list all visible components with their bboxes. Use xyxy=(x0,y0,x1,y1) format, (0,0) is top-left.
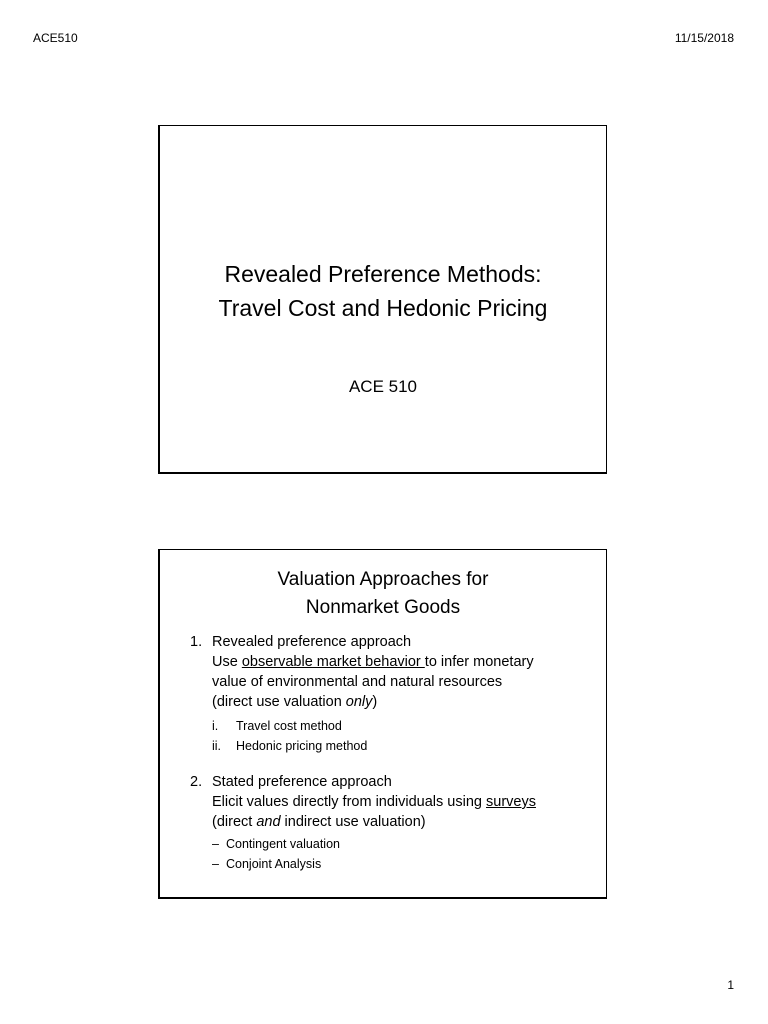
italic-term: only xyxy=(345,694,373,710)
slide-title-heading xyxy=(160,257,606,325)
item-line: Elicit values directly from individuals using surveys xyxy=(212,794,536,810)
revealed-preference-section xyxy=(190,632,586,756)
item-line: (direct use valuation only) xyxy=(212,694,378,710)
slide-valuation-approaches xyxy=(158,549,607,899)
item-number: 1. xyxy=(190,634,203,650)
underlined-term: surveys xyxy=(486,794,536,810)
slide-subtitle: ACE 510 xyxy=(348,377,418,396)
item-line: (direct and indirect use valuation) xyxy=(212,814,426,830)
item-line: value of environmental and natural resources xyxy=(212,674,503,690)
title-line-2: Travel Cost and Hedonic Pricing xyxy=(218,295,548,321)
slide2-heading xyxy=(160,566,606,622)
slide2-title-line-1: Valuation Approaches for xyxy=(277,569,489,590)
sub-item: – Conjoint Analysis xyxy=(212,857,322,871)
item-line: Use observable market behavior to infer monetary xyxy=(212,654,534,670)
page-number: 1 xyxy=(727,978,734,992)
underlined-term: observable market behavior xyxy=(241,654,425,670)
slide-title xyxy=(158,125,607,474)
slide2-title-line-2: Nonmarket Goods xyxy=(305,597,461,618)
title-line-1: Revealed Preference Methods: xyxy=(224,261,542,287)
header-date: 11/15/2018 xyxy=(674,31,734,45)
sub-item: i. Travel cost method xyxy=(212,719,342,733)
header-course-code: ACE510 xyxy=(33,31,78,45)
item-number: 2. xyxy=(190,774,203,790)
item-heading: Revealed preference approach xyxy=(212,634,412,650)
item-heading: Stated preference approach xyxy=(212,774,392,790)
stated-preference-section xyxy=(190,772,586,874)
sub-item: ii. Hedonic pricing method xyxy=(212,739,368,753)
italic-term: and xyxy=(256,814,281,830)
sub-item: – Contingent valuation xyxy=(212,837,340,851)
